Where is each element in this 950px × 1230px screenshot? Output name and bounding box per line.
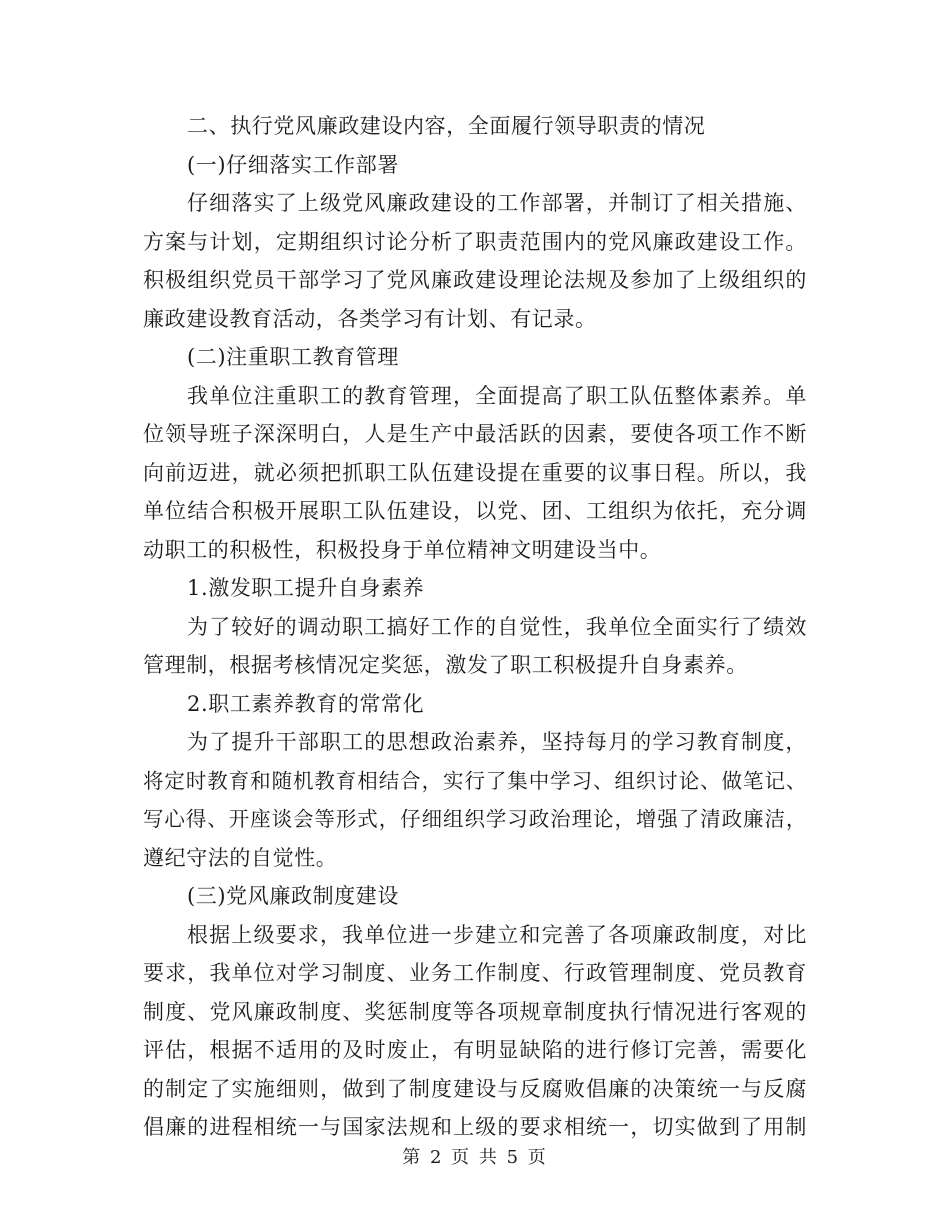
text-line: 二、执行党风廉政建设内容，全面履行领导职责的情况 <box>187 114 706 138</box>
text-line: 动职工的积极性，积极投身于单位精神文明建设当中。 <box>143 537 662 562</box>
text-line: 为了较好的调动职工搞好工作的自觉性，我单位全面实行了绩效 <box>187 614 807 639</box>
text-line: 管理制，根据考核情况定奖惩，激发了职工积极提升自身素养。 <box>143 653 748 677</box>
text-line: 位领导班子深深明白，人是生产中最活跃的因素，要使各项工作不断 <box>143 422 807 446</box>
text-line: 遵纪守法的自觉性。 <box>143 845 338 870</box>
text-line: 的制定了实施细则，做到了制度建设与反腐败倡廉的决策统一与反腐 <box>143 1076 807 1101</box>
text-line: 单位结合积极开展职工队伍建设，以党、团、工组织为依托，充分调 <box>143 499 807 523</box>
text-line: 要求，我单位对学习制度、业务工作制度、行政管理制度、党员教育 <box>143 961 807 985</box>
text-line: 我单位注重职工的教育管理，全面提高了职工队伍整体素养。单 <box>187 383 807 408</box>
text-line: 评估，根据不适用的及时废止，有明显缺陷的进行修订完善，需要化 <box>143 1038 807 1062</box>
text-line: 方案与计划，定期组织讨论分析了职责范围内的党风廉政建设工作。 <box>143 229 807 254</box>
text-line: (一)仔细落实工作部署 <box>187 152 399 177</box>
text-line: 制度、党风廉政制度、奖惩制度等各项规章制度执行情况进行客观的 <box>143 999 807 1024</box>
text-line: 仔细落实了上级党风廉政建设的工作部署，并制订了相关措施、 <box>187 191 807 215</box>
text-line: 为了提升干部职工的思想政治素养，坚持每月的学习教育制度， <box>187 730 807 754</box>
page-number-footer: 第 2 页 共 5 页 <box>402 1147 548 1168</box>
text-line: (三)党风廉政制度建设 <box>187 884 399 908</box>
text-line: 倡廉的进程相统一与国家法规和上级的要求相统一，切实做到了用制 <box>143 1115 807 1139</box>
text-line: 1.激发职工提升自身素养 <box>187 576 425 600</box>
text-line: (二)注重职工教育管理 <box>187 345 399 369</box>
text-line: 廉政建设教育活动，各类学习有计划、有记录。 <box>143 306 597 331</box>
text-line: 2.职工素养教育的常常化 <box>187 691 425 716</box>
document-body <box>143 107 807 1147</box>
text-line: 写心得、开座谈会等形式，仔细组织学习政治理论，增强了清政廉洁， <box>143 807 807 831</box>
text-line: 积极组织党员干部学习了党风廉政建设理论法规及参加了上级组织的 <box>143 268 807 292</box>
text-line: 向前迈进，就必须把抓职工队伍建设提在重要的议事日程。所以，我 <box>143 460 807 485</box>
text-line: 将定时教育和随机教育相结合，实行了集中学习、组织讨论、做笔记、 <box>143 768 807 793</box>
text-line: 根据上级要求，我单位进一步建立和完善了各项廉政制度，对比 <box>187 922 807 947</box>
